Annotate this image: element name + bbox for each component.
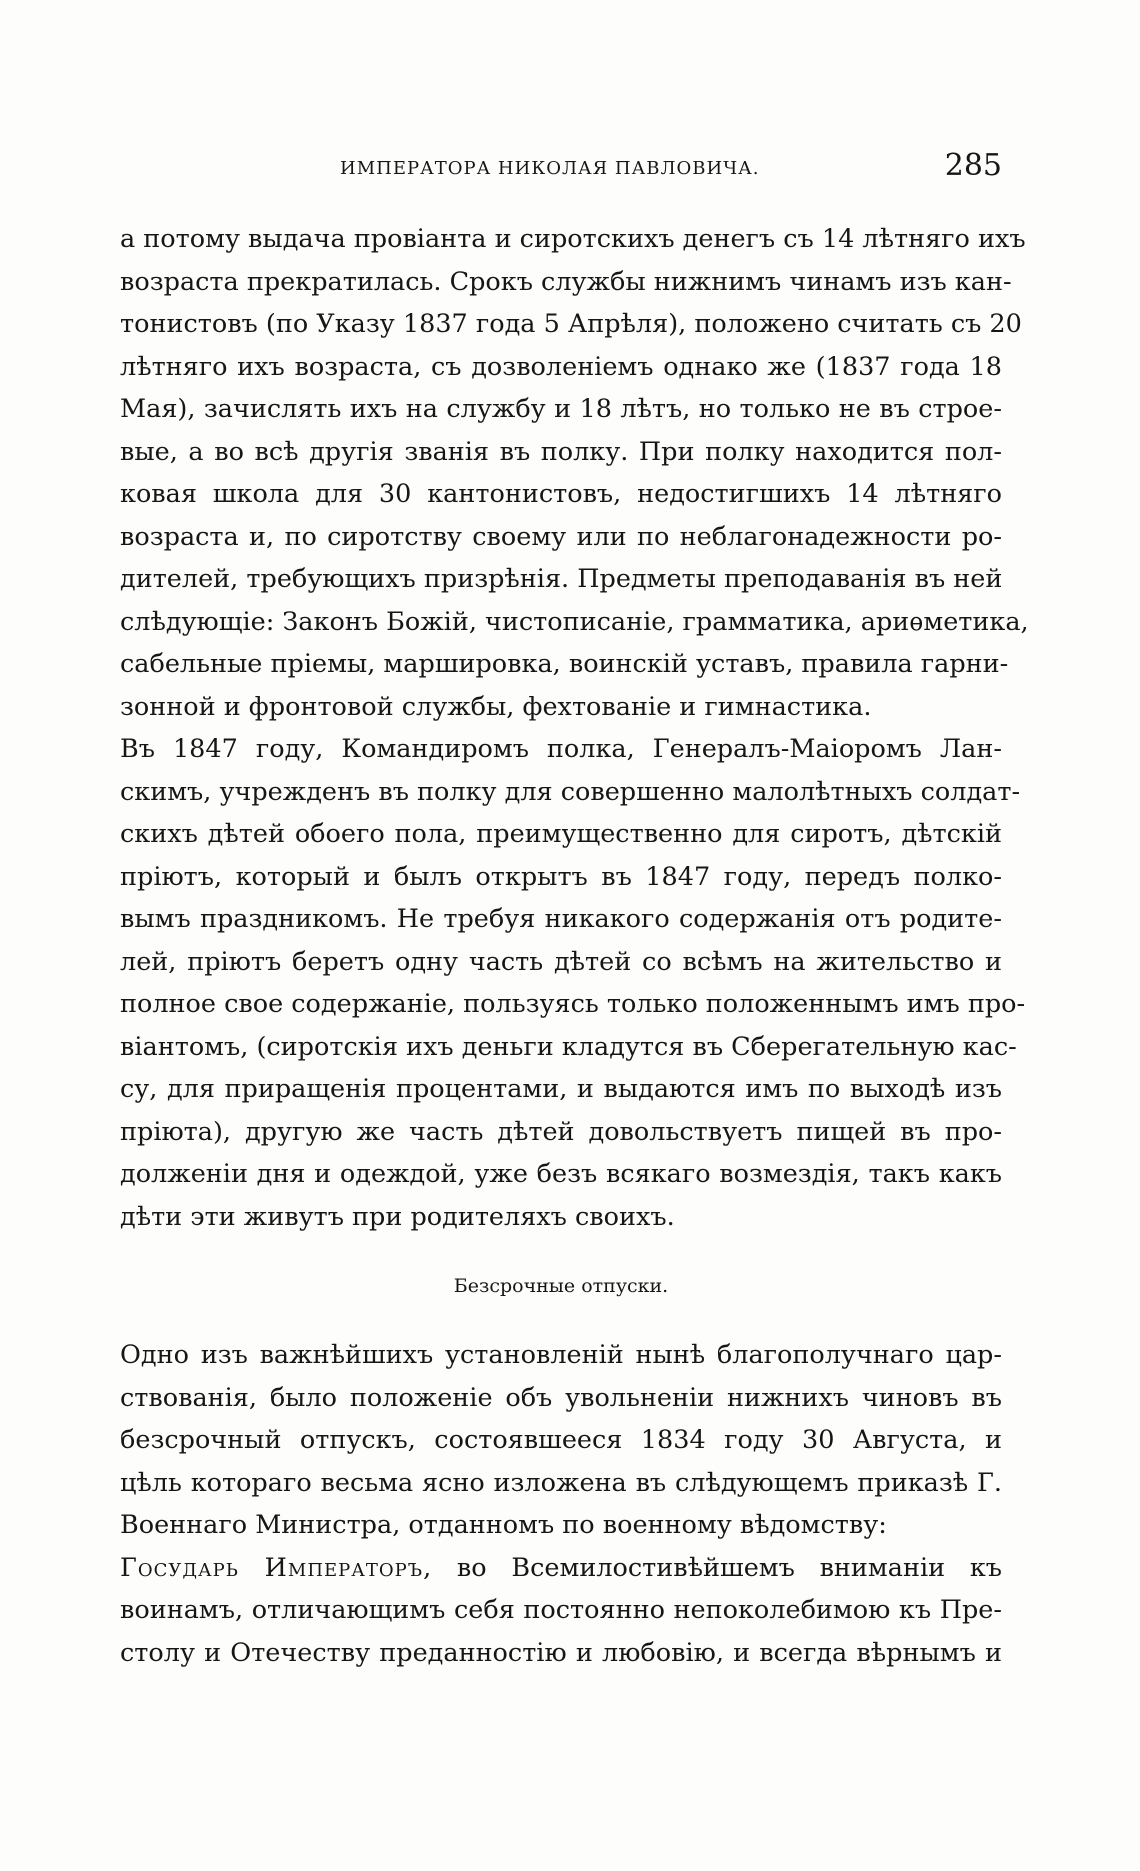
text-line: вымъ праздникомъ. Не требуя никакого содержанія отъ родите-: [120, 904, 1002, 934]
section-heading: Безсрочные отпуски.: [453, 1275, 669, 1297]
text-line: столу и Отечеству преданностію и любовію, и всегда вѣрнымъ и: [120, 1637, 1002, 1668]
text-line: возраста и, по сиротству своему или по неблагонадежности ро-: [120, 521, 1002, 552]
text-line: цѣль котораго весьма ясно изложена въ слѣдующемъ приказѣ Г.: [120, 1467, 1002, 1498]
text-line: слѣдующіе: Законъ Божій, чистописаніе, грамматика, ариѳметика,: [120, 606, 1029, 637]
paragraph-4: [120, 1547, 1002, 1675]
running-head: [120, 148, 1002, 188]
text-line: долженіи дня и одеждой, уже безъ всякаго возмездія, такъ какъ: [120, 1159, 1002, 1189]
emphasized-lead: Государь Императоръ,: [120, 1552, 433, 1583]
text-line: Въ 1847 году, Командиромъ полка, Генералъ-Маіоромъ Лан-: [120, 734, 1002, 764]
text-line: безсрочный отпускъ, состоявшееся 1834 году 30 Августа, и: [120, 1425, 1002, 1455]
text-line: дѣти эти живутъ при родителяхъ своихъ.: [120, 1201, 675, 1232]
text-line: а потому выдача провіанта и сиротскихъ денегъ съ 14 лѣтняго ихъ: [120, 224, 1026, 254]
text-line: вые, а во всѣ другія званія въ полку. При полку находится пол-: [120, 436, 1002, 467]
text-line: Военнаго Министра, отданномъ по военному вѣдомству:: [120, 1510, 887, 1540]
page-number: 285: [944, 148, 1002, 183]
text-line: ствованія, было положеніе объ увольненіи нижнихъ чиновъ въ: [120, 1382, 1002, 1413]
text-line: [120, 1547, 1002, 1590]
text-line: скимъ, учрежденъ въ полку для совершенно малолѣтныхъ солдат-: [120, 776, 1021, 807]
text-line: сабельные пріемы, маршировка, воинскій уставъ, правила гарни-: [120, 649, 1009, 679]
paragraph-3: [120, 1334, 1002, 1547]
text-line: воинамъ, отличающимъ себя постоянно непоколебимою къ Пре-: [120, 1595, 1002, 1625]
text-line: пріютъ, который и былъ открытъ въ 1847 году, передъ полко-: [120, 861, 1002, 892]
text-line: Мая), зачислять ихъ на службу и 18 лѣтъ, но только не въ строе-: [120, 394, 1002, 424]
text-line: дителей, требующихъ призрѣнія. Предметы преподаванія въ ней: [120, 564, 1003, 594]
text-line: возраста прекратилась. Срокъ службы нижнимъ чинамъ изъ кан-: [120, 266, 1012, 297]
text-line: ковая школа для 30 кантонистовъ, недостигшихъ 14 лѣтняго: [120, 479, 1002, 509]
text-line: лѣтняго ихъ возраста, съ дозволеніемъ однако же (1837 года 18: [120, 351, 1002, 382]
text-line: тонистовъ (по Указу 1837 года 5 Апрѣля), положено считать съ 20: [120, 309, 1022, 339]
text-line: Одно изъ важнѣйшихъ установленій нынѣ благополучнаго цар-: [120, 1340, 1002, 1370]
body-text: [120, 218, 1029, 1674]
text-line: полное свое содержаніе, пользуясь только положеннымъ имъ про-: [120, 989, 1026, 1019]
text-line: віантомъ, (сиротскія ихъ деньги кладутся въ Сберегательную кас-: [120, 1031, 1017, 1062]
paragraph-2: [120, 728, 1026, 1238]
text-line: су, для приращенія процентами, и выдаются имъ по выходѣ изъ: [120, 1074, 1002, 1104]
paragraph-1: [120, 218, 1029, 728]
text-line-rest: во Всемилостивѣйшемъ вниманіи къ: [432, 1552, 1003, 1583]
text-line: скихъ дѣтей обоего пола, преимущественно для сиротъ, дѣтскій: [120, 819, 1002, 849]
text-line: пріюта), другую же часть дѣтей довольствуетъ пищей въ про-: [120, 1116, 1002, 1147]
running-title: ИМПЕРАТОРА НИКОЛАЯ ПАВЛОВИЧА.: [340, 158, 760, 179]
text-line: лей, пріютъ беретъ одну часть дѣтей со всѣмъ на жительство и: [120, 946, 1002, 977]
text-line: зонной и фронтовой службы, фехтованіе и гимнастика.: [120, 691, 872, 722]
